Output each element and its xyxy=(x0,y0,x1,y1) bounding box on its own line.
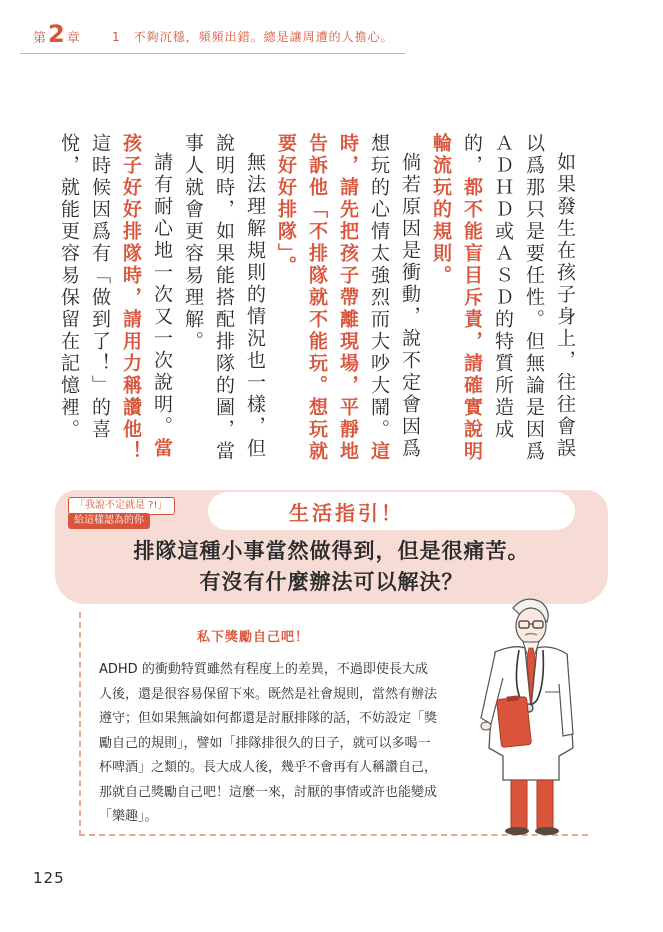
paragraph-2 xyxy=(270,133,425,477)
chapter-suffix: 章 xyxy=(66,31,80,46)
section-title: 1 不夠沉穩，頻頻出錯。總是讓周遭的人擔心。 xyxy=(112,30,394,44)
paragraph-1-highlight: 都不能盲目斥責，請確實說明輪流玩的規則。 xyxy=(430,133,483,463)
question-line-1: 排隊這種小事當然做得到，但是很痛苦。 xyxy=(133,539,530,563)
guide-sticker-bottom: 給這樣認為的你 xyxy=(68,513,150,529)
chapter-number: 2 xyxy=(48,20,65,48)
paragraph-1 xyxy=(425,133,580,477)
doctor-illustration-icon xyxy=(455,588,595,838)
paragraph-2-highlight: 這時，請先把孩子帶離現場，平靜地告訴他「不排隊就不能玩。想玩就要好好排隊」。 xyxy=(275,133,390,463)
chapter-prefix: 第 xyxy=(33,31,47,46)
paragraph-3-text: 無法理解規則的情況也一樣，但說明時，如果能搭配排隊的圖，當事人就會更容易理解。 xyxy=(182,133,266,463)
paragraph-4-text: 請有耐心地一次又一次說明。 xyxy=(151,152,173,438)
body-text xyxy=(58,133,580,477)
paragraph-4-highlight: 當孩子好好排隊時，請用力稱讚他！ xyxy=(120,133,173,463)
paragraph-4 xyxy=(53,133,177,477)
page-header xyxy=(0,22,663,54)
paragraph-3 xyxy=(177,133,270,477)
paragraph-1-text: 如果發生在孩子身上，往往會誤以爲那只是要任性。但無論是因爲ＡＤＨＤ或ＡＳＤ的特質所造成的， xyxy=(461,133,576,463)
paragraph-2-text: 倘若原因是衝動，說不定會因爲想玩的心情太強烈而大吵大鬧。 xyxy=(368,133,421,460)
answer-title: 私下獎勵自己吧！ xyxy=(197,630,310,645)
answer-text: ADHD 的衝動特質雖然有程度上的差異，不過即使長大成人後，還是很容易保留下來。既然是社會規則，當然有辦法遵守；但如果無論如何都還是討厭排隊的話，不妨設定「獎勵自己的規則」，譬如「排隊排很久的日子，就可以多喝一杯啤酒」之類的。長大成人後，幾乎不會再有人稱讚自己，那就自己獎勵自己吧！這麼一來，討厭的事情或許也能變成「樂趣」。 xyxy=(99,662,438,824)
guide-sticker-top: 「我說不定就是 ?!」 xyxy=(68,497,175,515)
paragraph-4-text-b: 這時候因爲有「做到了！」的喜悅，就能更容易保留在記憶裡。 xyxy=(58,133,111,441)
page-number: 125 xyxy=(33,869,65,887)
question-line-2: 有沒有什麼辦法可以解決？ xyxy=(199,570,464,594)
chapter-label xyxy=(33,20,80,48)
header-divider xyxy=(20,53,405,54)
guide-title: 生活指引！ xyxy=(289,500,404,525)
